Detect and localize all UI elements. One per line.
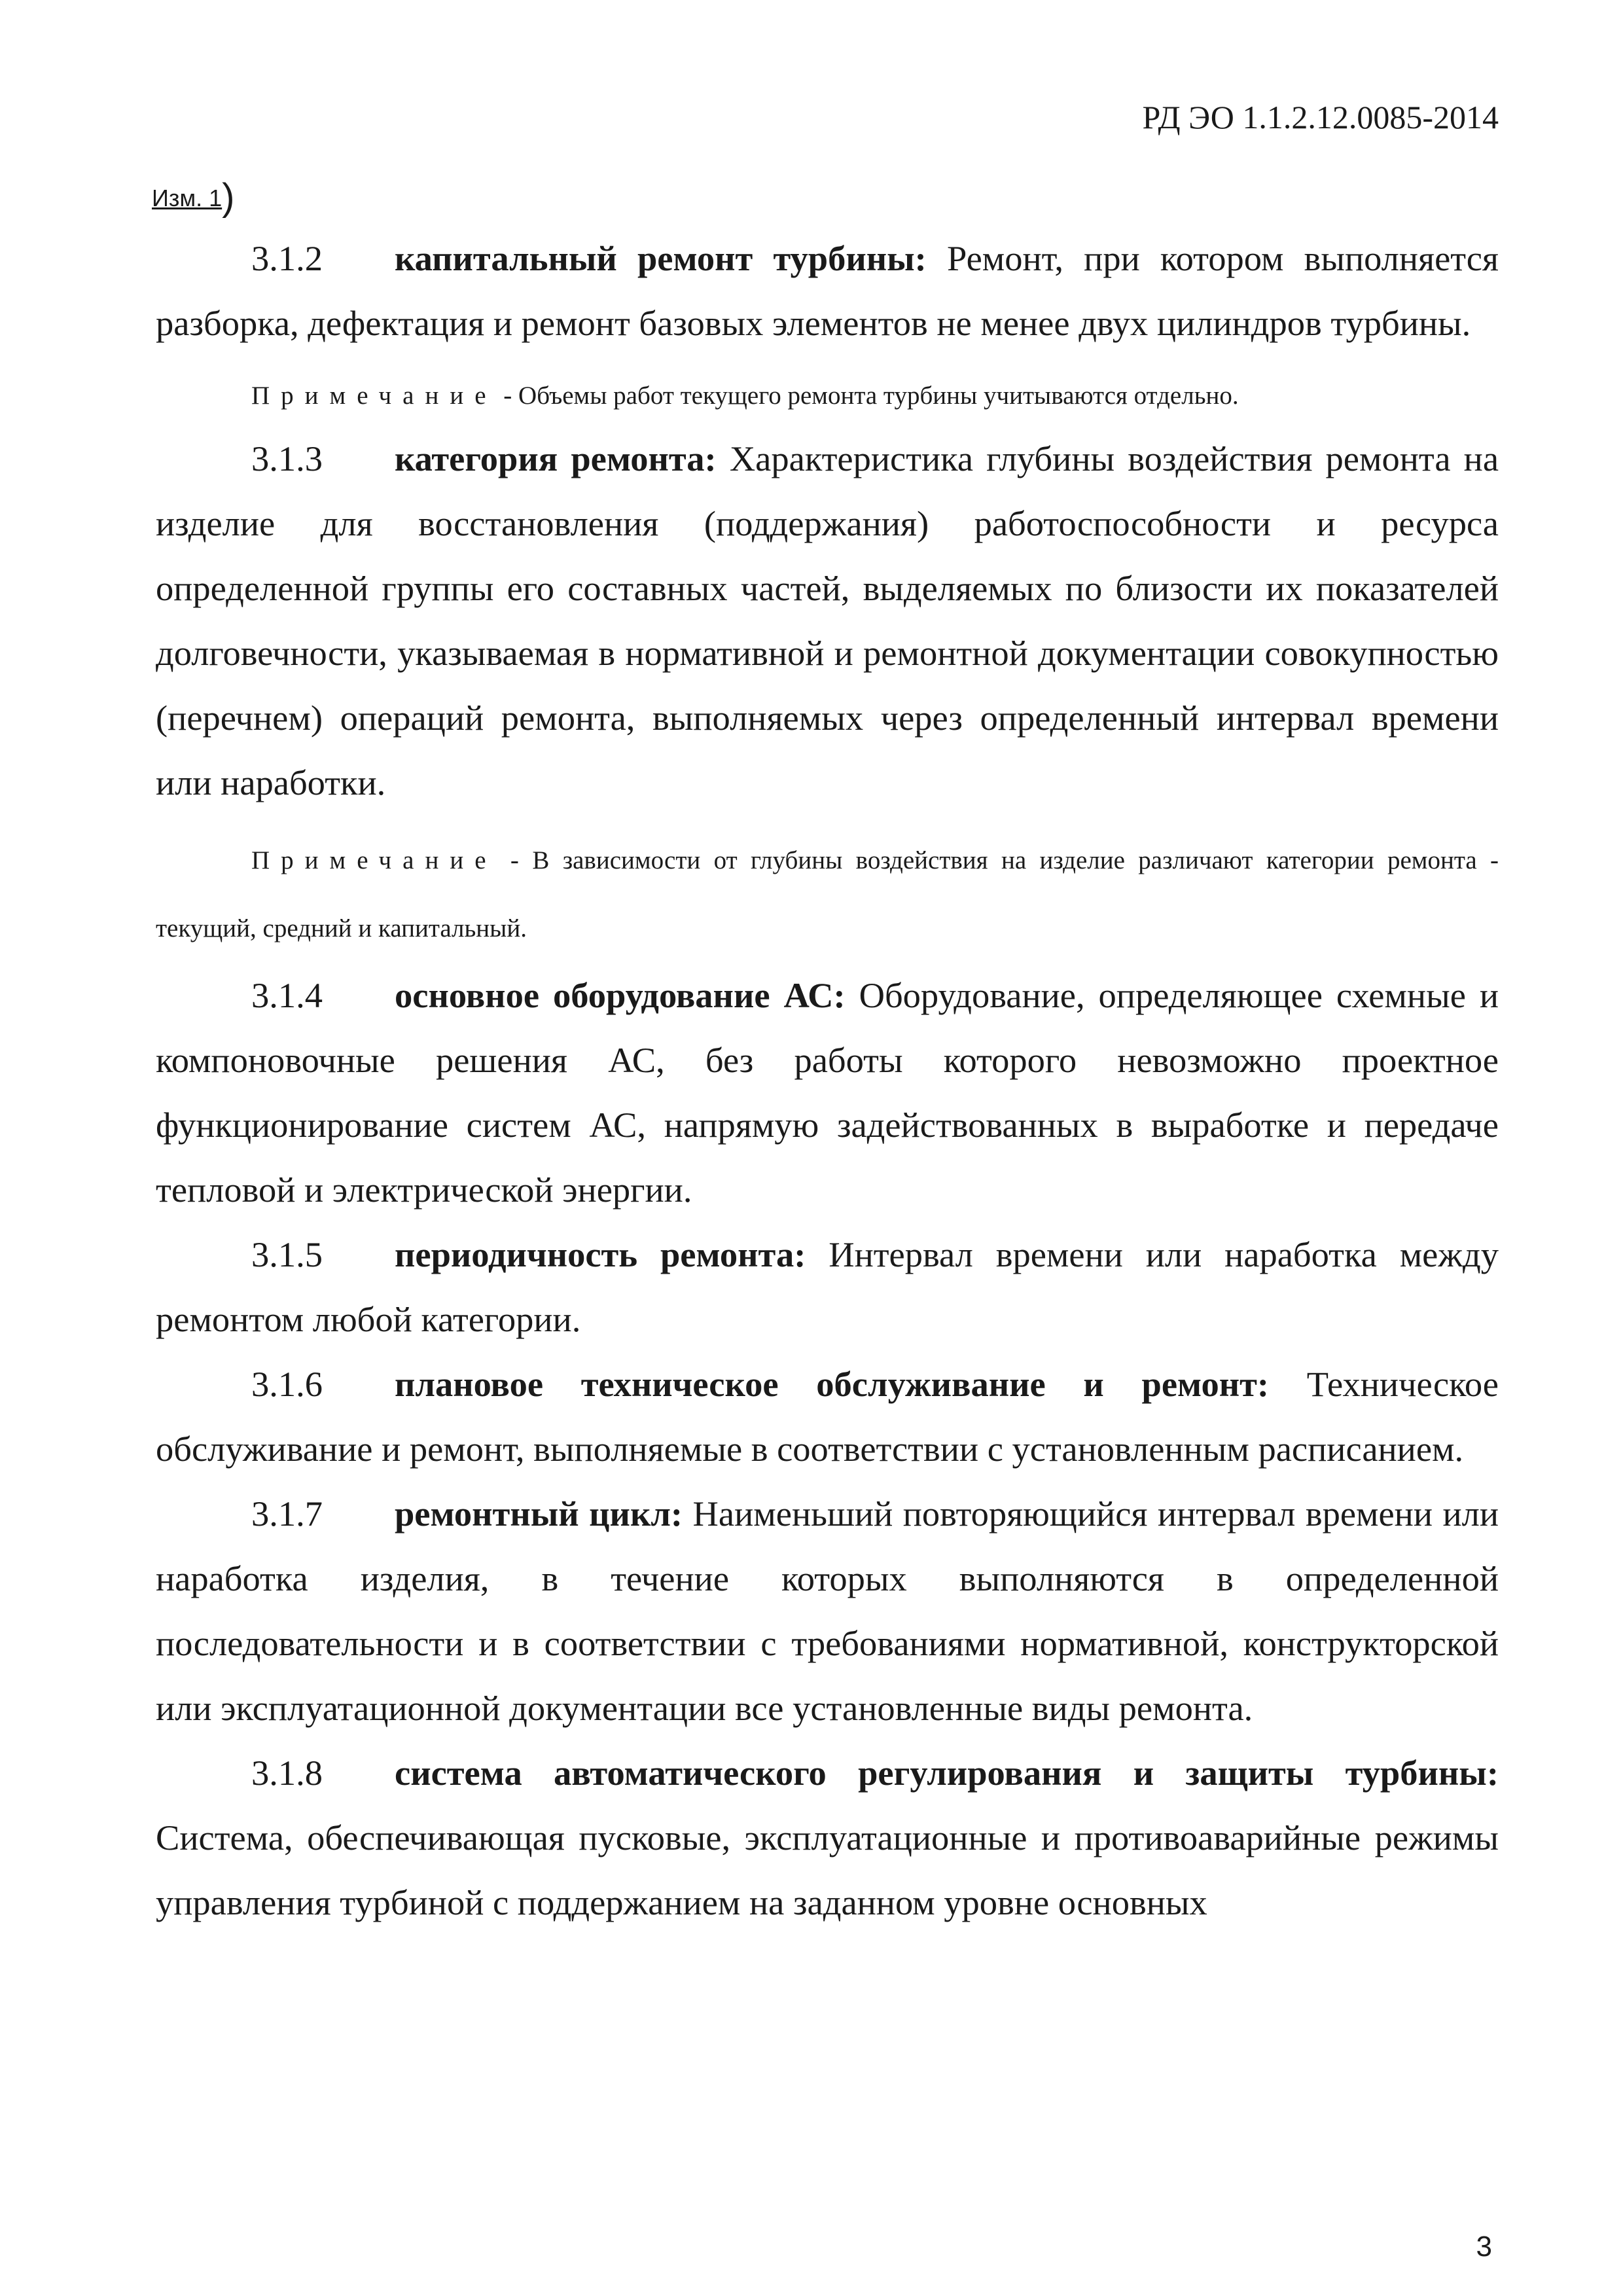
change-mark: [152, 175, 234, 219]
section-number: 3.1.4: [251, 975, 323, 1015]
document-code: РД ЭО 1.1.2.12.0085-2014: [1142, 99, 1499, 135]
section-number: 3.1.5: [251, 1234, 323, 1274]
page-number: 3: [1476, 2231, 1492, 2263]
section-number: 3.1.7: [251, 1494, 323, 1534]
section-3-1-6: [156, 1352, 1499, 1481]
section-text: Оборудование, определяющее схемные и компоновочные решения АС, без работы которого невозможно проектное функционирование систем АС, напрямую задействованных в выработке и передаче тепловой и электрической энергии.: [156, 975, 1499, 1210]
document-body: [156, 226, 1499, 1935]
section-3-1-3: [156, 426, 1499, 815]
section-number: 3.1.3: [251, 439, 323, 478]
section-number: 3.1.6: [251, 1364, 323, 1404]
section-text: Ремонт, при котором выполняется разборка, дефектация и ремонт базовых элементов не менее двух цилиндров турбины.: [156, 238, 1499, 343]
section-text: Система, обеспечивающая пусковые, эксплуатационные и противоаварийные режимы управления турбиной с поддержанием на заданном уровне основных: [156, 1818, 1499, 1922]
section-3-1-2: [156, 226, 1499, 355]
section-number: 3.1.2: [251, 238, 323, 278]
section-term: плановое техническое обслуживание и ремонт:: [395, 1364, 1270, 1404]
section-3-1-7: [156, 1481, 1499, 1740]
note-text: Объемы работ текущего ремонта турбины учитываются отдельно.: [518, 382, 1239, 410]
section-term: капитальный ремонт турбины:: [395, 238, 927, 278]
note-1: [156, 375, 1499, 417]
section-3-1-8: [156, 1740, 1499, 1935]
section-text: Техническое обслуживание и ремонт, выполняемые в соответствии с установленным расписанием.: [156, 1364, 1499, 1469]
note-dash: -: [503, 382, 512, 410]
section-3-1-5: [156, 1222, 1499, 1352]
change-paren: ): [222, 176, 235, 219]
note-dash: -: [510, 846, 519, 874]
section-term: категория ремонта:: [395, 439, 717, 478]
note-label: Примечание: [251, 382, 497, 410]
section-number: 3.1.8: [251, 1753, 323, 1793]
section-text: Наименьший повторяющийся интервал времени или наработка изделия, в течение которых выполняются в определенной последовательности и в соответствии с требованиями нормативной, конструкторской или эксплуатационной документации все установленные виды ремонта.: [156, 1494, 1499, 1728]
section-term: ремонтный цикл:: [395, 1494, 683, 1534]
section-term: основное оборудование АС:: [395, 975, 846, 1015]
section-text: Интервал времени или наработка между ремонтом любой категории.: [156, 1234, 1499, 1339]
section-3-1-4: [156, 963, 1499, 1222]
section-term: система автоматического регулирования и защиты турбины:: [395, 1753, 1499, 1793]
change-label: Изм. 1: [152, 185, 223, 211]
section-text: Характеристика глубины воздействия ремонта на изделие для восстановления (поддержания) работоспособности и ресурса определенной группы его составных частей, выделяемых по близости их показателей долговечности, указываемая в нормативной и ремонтной документации совокупностью (перечнем) операций ремонта, выполняемых через определенный интервал времени или наработки.: [156, 439, 1499, 802]
note-2: [156, 827, 1499, 963]
section-term: периодичность ремонта:: [395, 1234, 806, 1274]
note-label: Примечание: [251, 846, 497, 874]
note-text: В зависимости от глубины воздействия на изделие различают категории ремонта - текущий, средний и капитальный.: [156, 846, 1499, 942]
